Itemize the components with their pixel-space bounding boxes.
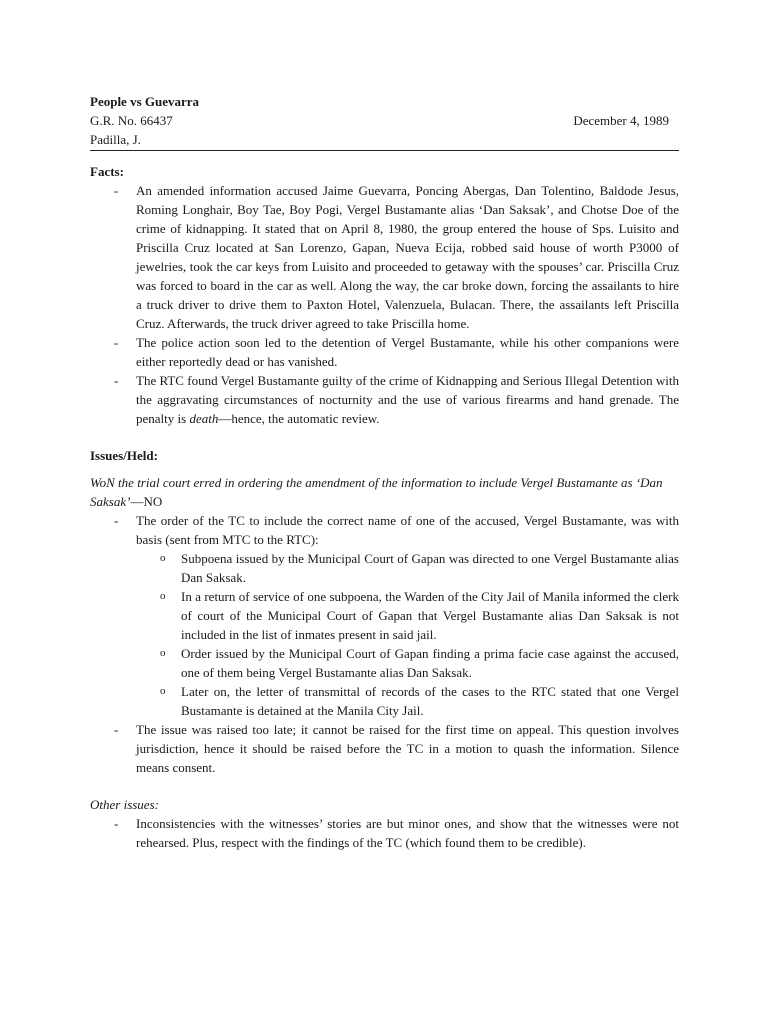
other-issues-item-text: Inconsistencies with the witnesses’ stories are but minor ones, and show that the witnesses were not rehearsed. Plus, respect with the findings of the TC (which found them to be credible).	[136, 816, 679, 850]
issue-answer: —NO	[130, 494, 163, 509]
facts-item-text: The police action soon led to the detention of Vergel Bustamante, while his other companions were either reportedly dead or has vanished.	[136, 335, 679, 369]
dash-bullet: -	[114, 373, 119, 388]
sub-item-text: Order issued by the Municipal Court of Gapan finding a prima facie case against the accused, one of them being Vergel Bustamante alias Dan Saksak.	[181, 646, 679, 680]
other-issues-item	[90, 814, 679, 852]
facts-list	[90, 181, 679, 428]
ponente: Padilla, J.	[90, 130, 679, 151]
facts-item-text: An amended information accused Jaime Guevarra, Poncing Abergas, Dan Tolentino, Baldode Jesus, Roming Longhair, Boy Tae, Boy Pogi, Vergel Bustamante alias ‘Dan Saksak’, and Chotse Doe of the crime of kidnapping. It stated that on April 8, 1980, the group entered the house of Sps. Luisito and Priscilla Cruz located at San Lorenzo, Gapan, Nueva Ecija, robbed said house of worth P3000 of jewelries, took the car keys from Luisito and proceeded to getaway with the spouses’ car. Priscilla Cruz was forced to board in the car as well. Along the way, the car broke down, forcing the assailants to hire a truck driver to drive them to Paxton Hotel, Valenzuela, Bulacan. There, the assailants left Priscilla Cruz. Afterwards, the truck driver agreed to take Priscilla home.	[136, 183, 679, 331]
gr-number: G.R. No. 66437	[90, 113, 173, 128]
facts-item-text-end: —hence, the automatic review.	[218, 411, 380, 426]
issues-item	[90, 511, 679, 720]
issues-item-text: The order of the TC to include the correct name of one of the accused, Vergel Bustamante, was with basis (sent from MTC to the RTC):	[136, 513, 679, 547]
case-title: People vs Guevarra	[90, 94, 200, 109]
sub-item	[136, 682, 679, 720]
sub-item-text: Later on, the letter of transmittal of records of the cases to the RTC stated that one Vergel Bustamante is detained at the Manila City Jail.	[181, 684, 679, 718]
issues-list	[90, 511, 679, 777]
dash-bullet: -	[114, 722, 119, 737]
facts-item	[90, 371, 679, 428]
dash-bullet: -	[114, 513, 119, 528]
sub-item-text: In a return of service of one subpoena, the Warden of the City Jail of Manila informed the clerk of court of the Municipal Court of Gapan that Vergel Bustamante alias Dan Saksak is not included in the list of inmates present in said jail.	[181, 589, 679, 642]
circle-bullet: o	[160, 590, 166, 602]
dash-bullet: -	[114, 816, 119, 831]
facts-item	[90, 333, 679, 371]
document-body	[90, 92, 679, 852]
sub-item	[136, 549, 679, 587]
penalty-emphasis: death	[189, 411, 219, 426]
facts-item-text: The RTC found Vergel Bustamante guilty of the crime of Kidnapping and Serious Illegal Detention with the aggravating circumstances of nocturnity and the use of various firearms and hand grenade. The penalty is	[136, 373, 679, 426]
decision-date: December 4, 1989	[573, 113, 669, 128]
other-issues-heading: Other issues:	[90, 797, 159, 812]
issue-question-text: WoN the trial court erred in ordering the amendment of the information to include Vergel Bustamante as ‘Dan Saksak’	[90, 475, 663, 509]
sub-item	[136, 644, 679, 682]
issues-sub-list	[136, 549, 679, 720]
circle-bullet: o	[160, 647, 166, 659]
circle-bullet: o	[160, 685, 166, 697]
sub-item-text: Subpoena issued by the Municipal Court of Gapan was directed to one Vergel Bustamante alias Dan Saksak.	[181, 551, 679, 585]
dash-bullet: -	[114, 335, 119, 350]
sub-item	[136, 587, 679, 644]
facts-heading: Facts:	[90, 164, 124, 179]
dash-bullet: -	[114, 183, 119, 198]
issues-heading: Issues/Held:	[90, 448, 158, 463]
circle-bullet: o	[160, 552, 166, 564]
issues-item-text: The issue was raised too late; it cannot be raised for the first time on appeal. This question involves jurisdiction, hence it should be raised before the TC in a motion to quash the information. Silence means consent.	[136, 722, 679, 775]
issue-question	[90, 473, 679, 511]
other-issues-list	[90, 814, 679, 852]
facts-item	[90, 181, 679, 333]
issues-item	[90, 720, 679, 777]
case-info-row	[90, 111, 679, 130]
